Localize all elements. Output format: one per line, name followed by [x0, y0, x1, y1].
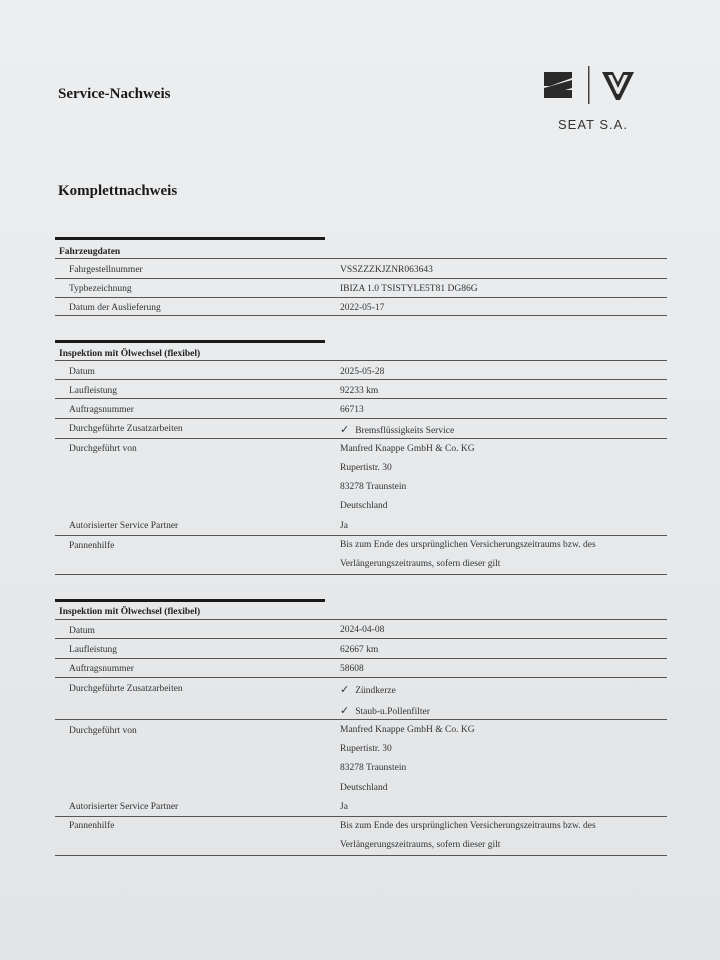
vehicle-heading: Fahrzeugdaten	[59, 247, 121, 257]
order-value: 58608	[340, 664, 364, 674]
performed-by-label: Durchgeführt von	[69, 444, 137, 454]
vin-value: VSSZZZKJZNR063643	[340, 265, 433, 275]
delivery-value: 2022-05-17	[340, 303, 385, 313]
dealer-name: Manfred Knappe GmbH & Co. KG	[340, 444, 475, 454]
breakdown-label: Pannenhilfe	[69, 821, 115, 831]
extra-work-label: Durchgeführte Zusatzarbeiten	[69, 424, 183, 434]
breakdown-line-1: Bis zum Ende des ursprünglichen Versicherungszeitraums bzw. des	[340, 821, 596, 831]
divider	[55, 658, 667, 659]
section-bar	[55, 340, 325, 343]
divider	[55, 535, 667, 536]
type-value: IBIZA 1.0 TSISTYLE5T81 DG86G	[340, 284, 478, 294]
dealer-street: Rupertistr. 30	[340, 463, 392, 473]
divider	[55, 398, 667, 399]
section-bar	[55, 237, 325, 240]
vin-label: Fahrgestellnummer	[69, 265, 143, 275]
extra-work-item	[340, 423, 454, 436]
order-label: Auftragsnummer	[69, 664, 134, 674]
order-label: Auftragsnummer	[69, 405, 134, 415]
inspection-heading: Inspektion mit Ölwechsel (flexibel)	[59, 607, 201, 617]
partner-label: Autorisierter Service Partner	[69, 521, 179, 531]
mileage-value: 62667 km	[340, 645, 379, 655]
breakdown-line-2: Verlängerungszeitraums, sofern dieser gilt	[340, 840, 501, 850]
divider	[55, 816, 667, 817]
section-title: Komplettnachweis	[58, 183, 178, 199]
order-value: 66713	[340, 405, 364, 415]
checkmark-icon: ✓	[340, 704, 350, 717]
extra-work-text: Zündkerze	[355, 686, 396, 696]
date-value: 2024-04-08	[340, 625, 385, 635]
divider	[55, 297, 667, 298]
extra-work-item	[340, 683, 396, 696]
divider	[55, 379, 667, 380]
inspection-section-2	[55, 599, 667, 861]
checkmark-icon: ✓	[340, 423, 350, 436]
partner-label: Autorisierter Service Partner	[69, 802, 179, 812]
mileage-value: 92233 km	[340, 386, 379, 396]
dealer-street: Rupertistr. 30	[340, 744, 392, 754]
divider	[55, 719, 667, 720]
checkmark-icon: ✓	[340, 683, 350, 696]
dealer-country: Deutschland	[340, 501, 388, 511]
divider	[55, 574, 667, 575]
dealer-city: 83278 Traunstein	[340, 482, 407, 492]
extra-work-label: Durchgeführte Zusatzarbeiten	[69, 684, 183, 694]
type-label: Typbezeichnung	[69, 284, 132, 294]
divider	[55, 438, 667, 439]
vehicle-data-section	[55, 237, 667, 317]
divider	[55, 418, 667, 419]
date-label: Datum	[69, 367, 95, 377]
mileage-label: Laufleistung	[69, 386, 118, 396]
extra-work-item	[340, 704, 430, 717]
breakdown-line-1: Bis zum Ende des ursprünglichen Versicherungszeitraums bzw. des	[340, 540, 596, 550]
brand-name: SEAT S.A.	[558, 117, 628, 132]
breakdown-label: Pannenhilfe	[69, 541, 115, 551]
breakdown-line-2: Verlängerungszeitraums, sofern dieser gilt	[340, 559, 501, 569]
date-value: 2025-05-28	[340, 367, 385, 377]
dealer-name: Manfred Knappe GmbH & Co. KG	[340, 725, 475, 735]
divider	[55, 278, 667, 279]
divider	[55, 638, 667, 639]
mileage-label: Laufleistung	[69, 645, 118, 655]
inspection-heading: Inspektion mit Ölwechsel (flexibel)	[59, 349, 201, 359]
page-title: Service-Nachweis	[58, 86, 171, 102]
divider	[55, 619, 667, 620]
partner-value: Ja	[340, 521, 348, 531]
partner-value: Ja	[340, 802, 348, 812]
extra-work-text: Bremsflüssigkeits Service	[355, 426, 455, 436]
delivery-label: Datum der Auslieferung	[69, 303, 161, 313]
date-label: Datum	[69, 626, 95, 636]
dealer-city: 83278 Traunstein	[340, 763, 407, 773]
dealer-country: Deutschland	[340, 783, 388, 793]
divider	[55, 360, 667, 361]
performed-by-label: Durchgeführt von	[69, 726, 137, 736]
divider	[55, 855, 667, 856]
divider	[55, 315, 667, 316]
divider	[55, 677, 667, 678]
inspection-section-1	[55, 340, 667, 580]
divider	[55, 258, 667, 259]
section-bar	[55, 599, 325, 602]
extra-work-text: Staub-u.Pollenfilter	[355, 707, 430, 717]
